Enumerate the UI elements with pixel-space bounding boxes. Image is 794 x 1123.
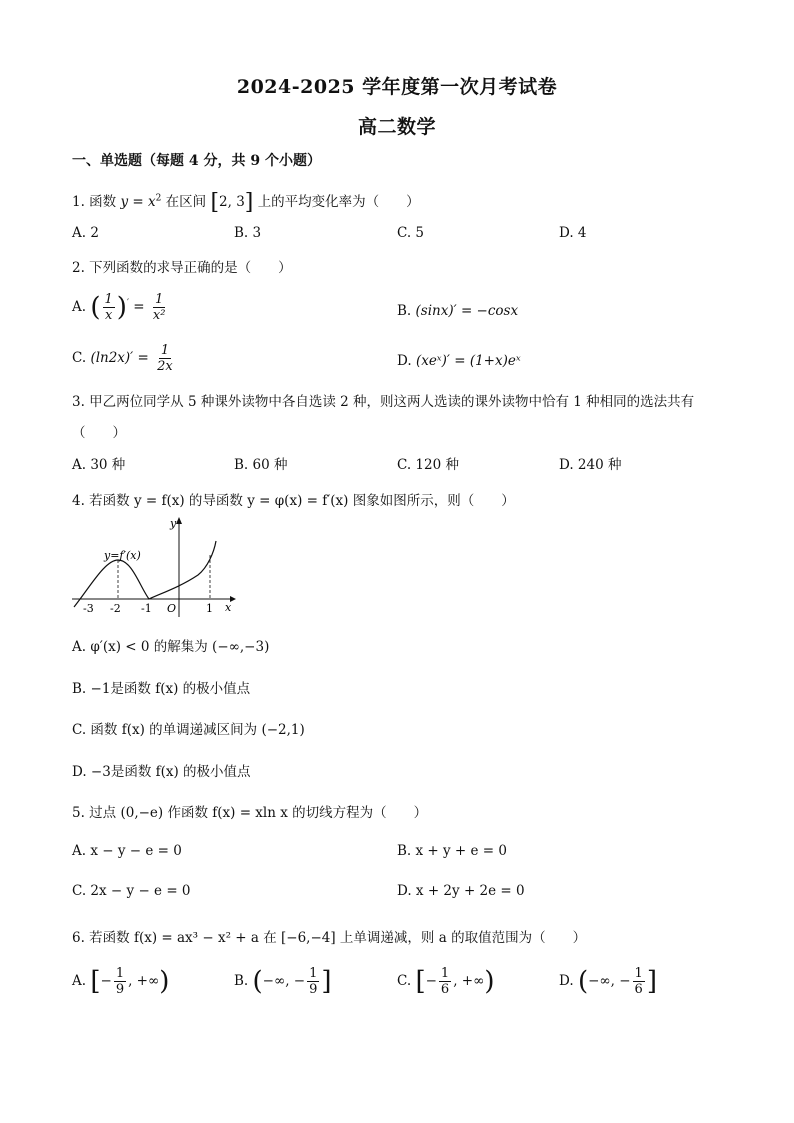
question-4-stem: 4. 若函数 y = f(x) 的导函数 y = φ(x) = f′(x) 图象如图所示，则（ ） <box>72 493 515 509</box>
q5-option-b: B. x + y + e = 0 <box>397 843 508 859</box>
tick-label-minus-2: -2 <box>110 602 121 615</box>
q1-option-d: D. 4 <box>559 225 587 241</box>
q5-option-c: C. 2x − y − e = 0 <box>72 883 191 899</box>
q1-suffix: 上的平均变化率为（ ） <box>257 194 420 210</box>
question-3-stem-cont: （ ） <box>72 425 126 441</box>
q1-interval: 2, 3 <box>219 194 245 210</box>
q1-prefix: 1. 函数 <box>72 194 117 210</box>
exam-title: 2024-2025 学年度第一次月考试卷 <box>236 76 558 98</box>
q5-option-d: D. x + 2y + 2e = 0 <box>397 883 525 899</box>
tick-label-minus-1: -1 <box>141 602 152 615</box>
q6-option-b: B. (−∞, − $\frac{1}{9}$ ] <box>234 966 332 997</box>
q2-option-c: C. (ln2x)′ = $\frac{1}{2x}$ <box>72 343 173 374</box>
curve-label: y=f′(x) <box>104 549 141 562</box>
derivative-curve <box>74 541 216 607</box>
x-axis-label: x <box>225 601 232 614</box>
q4-option-d: D. −3是函数 f(x) 的极小值点 <box>72 764 251 780</box>
q1-option-c: C. 5 <box>397 225 425 241</box>
q2-option-b: B. (sinx)′ = −cosx <box>397 303 519 319</box>
question-2-stem: 2. 下列函数的求导正确的是（ ） <box>72 260 292 276</box>
q6-option-d: D. (−∞, − $\frac{1}{6}$ ] <box>559 966 657 997</box>
y-axis-label: y <box>170 517 177 530</box>
question-6-stem: 6. 若函数 f(x) = ax³ − x² + a 在 [−6,−4] 上单调递减，则 a 的取值范围为（ ） <box>72 930 587 946</box>
q1-option-b: B. 3 <box>234 225 262 241</box>
question-3-stem: 3. 甲乙两位同学从 5 种课外读物中各自选读 2 种，则这两人选读的课外读物中恰有 1 种相同的选法共有 <box>72 394 695 410</box>
q3-option-b: B. 60 种 <box>234 457 288 473</box>
q3-option-a: A. 30 种 <box>72 457 126 473</box>
q3-option-c: C. 120 种 <box>397 457 459 473</box>
section-heading: 一、单选题（每题 4 分，共 9 个小题） <box>72 153 321 169</box>
q1-exp: 2 <box>155 193 162 204</box>
q2-option-d: D. (xeˣ)′ = (1+x)eˣ <box>397 353 521 369</box>
q6-option-a: A. [− $\frac{1}{9}$ , +∞) <box>72 966 170 997</box>
question-1-stem: 1. 函数 $y = x^2$ 在区间 [2, 3] 上的平均变化率为（ ） <box>72 190 420 215</box>
q1-option-a: A. 2 <box>72 225 99 241</box>
derivative-graph <box>70 515 245 620</box>
q6-option-c: C. [− $\frac{1}{6}$ , +∞) <box>397 966 495 997</box>
tick-label-1: 1 <box>206 602 213 615</box>
q2-option-a: A. ( $\frac{1}{x}$ )′ = $\frac{1}{\text{x²}}$ <box>72 292 166 323</box>
exam-subtitle: 高二数学 <box>357 116 436 138</box>
q1-mid: 在区间 <box>165 194 207 210</box>
q1-func: y = x <box>120 194 156 210</box>
q4-option-b: B. −1是函数 f(x) 的极小值点 <box>72 681 251 697</box>
y-axis-arrow <box>176 517 182 524</box>
origin-label: O <box>167 602 177 615</box>
q4-option-c: C. 函数 f(x) 的单调递减区间为 (−2,1) <box>72 722 305 738</box>
q5-option-a: A. x − y − e = 0 <box>72 843 182 859</box>
tick-label-minus-3: -3 <box>83 602 94 615</box>
q4-option-a: A. φ′(x) < 0 的解集为 (−∞,−3) <box>72 639 270 655</box>
question-5-stem: 5. 过点 (0,−e) 作函数 f(x) = xln x 的切线方程为（ ） <box>72 805 428 821</box>
q3-option-d: D. 240 种 <box>559 457 622 473</box>
